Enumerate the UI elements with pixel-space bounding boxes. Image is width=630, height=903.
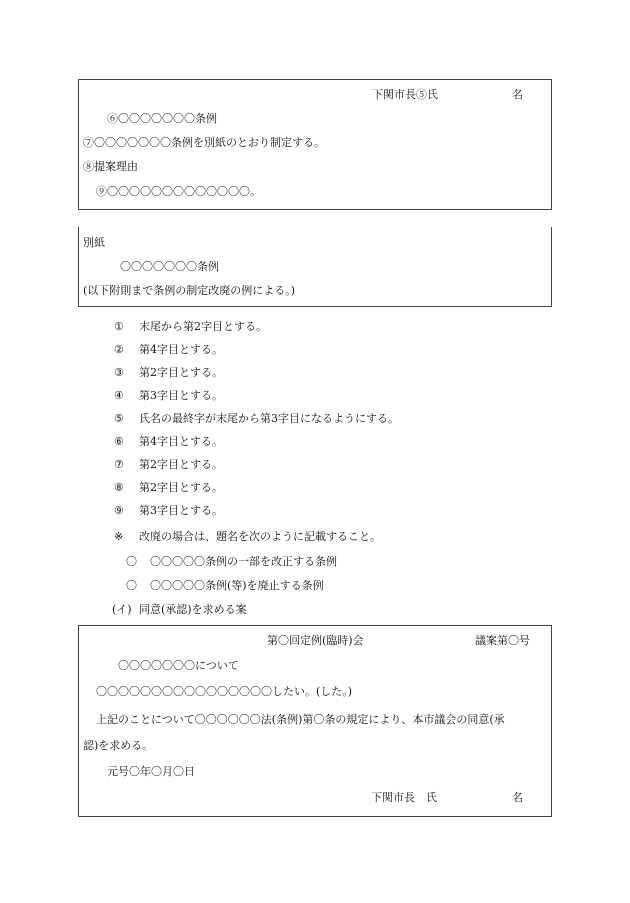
session-title: 第〇回定例(臨時)会 [267,634,364,647]
note-text: 第4字目とする。 [139,435,223,448]
attachment-note: (以下附則まで条例の制定改廃の例による。) [83,284,296,297]
consent-proposer-suffix: 名 [512,791,523,804]
subnote-text: 〇〇〇〇〇条例(等)を廃止する条例 [150,579,324,592]
note-marker: ⑨ [114,504,124,517]
bill-number: 議案第〇号 [475,634,530,647]
consent-proposer: 下関市長 氏 [371,791,437,804]
note-text: 末尾から第2字目とする。 [139,320,267,333]
reason-heading: ⑧提案理由 [83,160,138,173]
section-heading-text: 同意(承認)を求める案 [139,603,247,616]
subnote-marker: 〇 [126,555,137,568]
proposer-name: 下関市長⑤氏 [372,88,438,101]
note-text: 氏名の最終字が末尾から第3字目になるようにする。 [139,412,399,425]
proposer-suffix: 名 [512,88,523,101]
note-marker: ⑤ [114,412,124,425]
subnote-marker: 〇 [126,579,137,592]
note-marker: ⑧ [114,481,124,494]
note-text: 改廃の場合は、題名を次のように記載すること。 [139,530,381,543]
subject-line: 〇〇〇〇〇〇〇について [118,659,239,672]
body-line-2: 認)を求める。 [83,739,154,752]
enactment-text: ⑦〇〇〇〇〇〇〇条例を別紙のとおり制定する。 [83,136,325,149]
note-marker: ④ [114,389,124,402]
note-text: 第2字目とする。 [139,458,223,471]
date-line: 元号〇年〇月〇日 [107,765,195,778]
note-text: 第2字目とする。 [139,366,223,379]
attachment-label: 別紙 [83,236,105,249]
note-marker: ② [114,343,124,356]
ordinance-title: ⑥〇〇〇〇〇〇〇条例 [107,112,217,125]
section-heading-marker: (イ) [112,603,132,616]
body-line-1: 上記のことについて〇〇〇〇〇〇法(条例)第〇条の規定により、本市議会の同意(承 [96,713,505,726]
note-marker: ③ [114,366,124,379]
subnote-text: 〇〇〇〇〇条例の一部を改正する条例 [150,555,337,568]
note-text: 第3字目とする。 [139,389,223,402]
attachment-title: 〇〇〇〇〇〇〇条例 [120,260,219,273]
note-text: 第2字目とする。 [139,481,223,494]
note-marker: ⑥ [114,435,124,448]
note-marker: ① [114,320,124,333]
note-marker: ⑦ [114,458,124,471]
reason-text: ⑨〇〇〇〇〇〇〇〇〇〇〇〇〇。 [96,185,261,198]
note-marker: ※ [114,530,124,543]
note-text: 第4字目とする。 [139,343,223,356]
note-text: 第3字目とする。 [139,504,223,517]
action-line: 〇〇〇〇〇〇〇〇〇〇〇〇〇〇〇〇したい。(した。) [96,685,353,698]
